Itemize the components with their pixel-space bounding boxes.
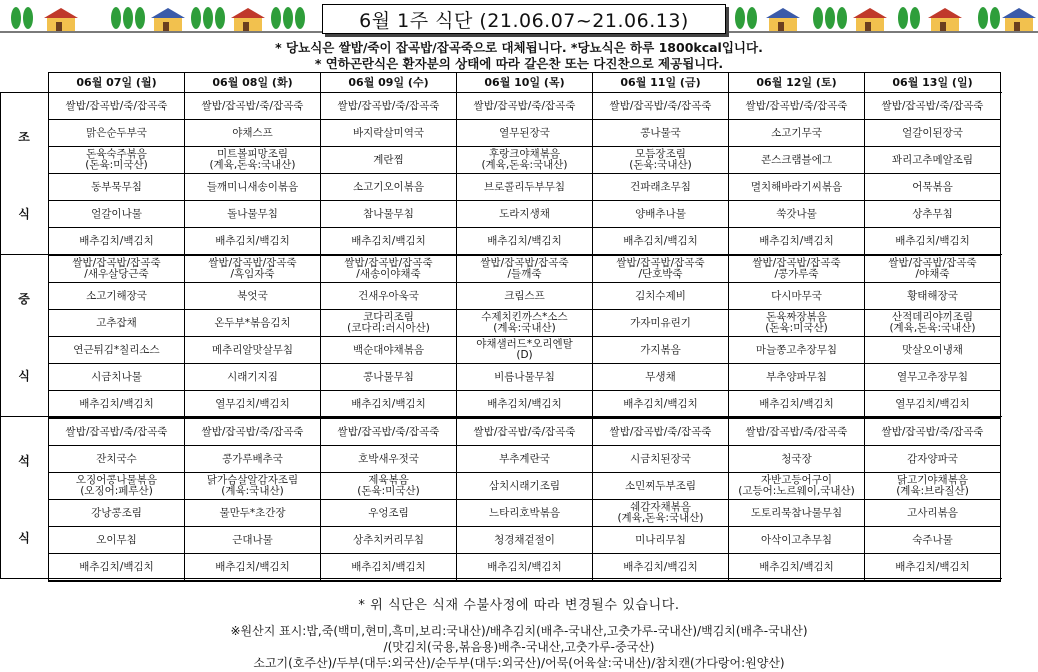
lunch-item: 부추양파무침 [729, 364, 865, 391]
lunch-item: 쌀밥/잡곡밥/잡곡죽 /들깨죽 [457, 255, 593, 283]
lunch-row-2 [49, 310, 1001, 337]
breakfast-item: 얼갈이된장국 [865, 120, 1001, 147]
lunch-item: 산적데리야끼조림 (계육,돈육:국내산) [865, 310, 1001, 337]
breakfast-row-5 [49, 228, 1001, 256]
breakfast-row-4 [49, 201, 1001, 228]
dinner-item: 쌀밥/잡곡밥/죽/잡곡죽 [49, 418, 185, 446]
dinner-item: 쌀밥/잡곡밥/죽/잡곡죽 [457, 418, 593, 446]
day-header-5: 06월 12일 (토) [729, 73, 865, 93]
dinner-item: 도토리묵참나물무침 [729, 500, 865, 527]
decorative-village-right [728, 6, 1038, 32]
ground-line-right [728, 31, 1038, 33]
lunch-item: 다시마무국 [729, 283, 865, 310]
dinner-item: 삼치시래기조림 [457, 473, 593, 500]
dinner-item: 감자양파국 [865, 446, 1001, 473]
day-header-4: 06월 11일 (금) [593, 73, 729, 93]
lunch-row-1 [49, 283, 1001, 310]
dinner-item: 자반고등어구이 (고등어:노르웨이,국내산) [729, 473, 865, 500]
lunch-item: 마늘쫑고추장무침 [729, 337, 865, 364]
breakfast-item: 꽈리고추메알조림 [865, 147, 1001, 174]
breakfast-item: 도라지생채 [457, 201, 593, 228]
dinner-item: 느타리호박볶음 [457, 500, 593, 527]
dinner-row-3 [49, 500, 1001, 527]
dinner-item: 물만두*초간장 [185, 500, 321, 527]
dinner-item: 소민찌두부조림 [593, 473, 729, 500]
dinner-row-5 [49, 554, 1001, 582]
breakfast-item: 소고기무국 [729, 120, 865, 147]
lunch-item: 돈육짜장볶음 (돈육:미국산) [729, 310, 865, 337]
lunch-item: 건새우아욱국 [321, 283, 457, 310]
dinner-label-top: 석 [18, 454, 30, 468]
dinner-item: 배추김치/백김치 [185, 554, 321, 582]
lunch-item: 북엇국 [185, 283, 321, 310]
lunch-item: 온두부*볶음김치 [185, 310, 321, 337]
dinner-row-0 [49, 418, 1001, 446]
dinner-item: 부추계란국 [457, 446, 593, 473]
lunch-item: 맛살오이냉채 [865, 337, 1001, 364]
note-dysphagia: * 연하곤란식은 환자분의 상태에 따라 갈은찬 또는 다진찬으로 제공됩니다. [314, 56, 724, 71]
breakfast-item: 쌀밥/잡곡밥/죽/잡곡죽 [49, 93, 185, 120]
change-notice: * 위 식단은 식재 수불사정에 따라 변경될수 있습니다. [358, 598, 680, 613]
lunch-item: 쌀밥/잡곡밥/잡곡죽 /새송이야채죽 [321, 255, 457, 283]
note-diabetic: * 당뇨식은 쌀밥/죽이 잡곡밥/잡곡죽으로 대체됩니다. *당뇨식은 하루 1800kcal입니다. [275, 40, 763, 55]
lunch-item: 쌀밥/잡곡밥/잡곡죽 /야채죽 [865, 255, 1001, 283]
dinner-item: 쌀밥/잡곡밥/죽/잡곡죽 [185, 418, 321, 446]
dinner-item: 쉐감자채볶음 (계육,돈육:국내산) [593, 500, 729, 527]
day-header-0: 06월 07일 (월) [49, 73, 185, 93]
breakfast-item: 야채스프 [185, 120, 321, 147]
lunch-item: 야채샐러드*오리엔탈 (D) [457, 337, 593, 364]
breakfast-item: 배추김치/백김치 [593, 228, 729, 256]
breakfast-row-1 [49, 120, 1001, 147]
breakfast-item: 쌀밥/잡곡밥/죽/잡곡죽 [185, 93, 321, 120]
breakfast-item: 얼갈이나물 [49, 201, 185, 228]
lunch-label-bottom: 식 [18, 369, 30, 383]
lunch-item: 코다리조림 (코다리:러시아산) [321, 310, 457, 337]
breakfast-item: 배추김치/백김치 [321, 228, 457, 256]
breakfast-item: 들깨미니새송이볶음 [185, 174, 321, 201]
dinner-item: 청경채겉절이 [457, 527, 593, 554]
day-header-2: 06월 09일 (수) [321, 73, 457, 93]
lunch-item: 고추잡채 [49, 310, 185, 337]
breakfast-item: 참나물무침 [321, 201, 457, 228]
dinner-item: 근대나물 [185, 527, 321, 554]
dinner-item: 콩가루배추국 [185, 446, 321, 473]
breakfast-item: 멸치해바라기씨볶음 [729, 174, 865, 201]
weekly-menu-table [48, 72, 1001, 582]
breakfast-item: 모듬장조림 (돈육:국내산) [593, 147, 729, 174]
breakfast-item: 건파래초무침 [593, 174, 729, 201]
breakfast-item: 쑥갓나물 [729, 201, 865, 228]
breakfast-item: 쌀밥/잡곡밥/죽/잡곡죽 [729, 93, 865, 120]
lunch-item: 쌀밥/잡곡밥/잡곡죽 /흑임자죽 [185, 255, 321, 283]
lunch-item: 배추김치/백김치 [49, 391, 185, 419]
breakfast-row-3 [49, 174, 1001, 201]
lunch-item: 배추김치/백김치 [593, 391, 729, 419]
breakfast-item: 바지락살미역국 [321, 120, 457, 147]
lunch-item: 황태해장국 [865, 283, 1001, 310]
lunch-item: 배추김치/백김치 [321, 391, 457, 419]
origin-line-2: /(맛김치(국용,볶음용)배추-국내산,고춧가루-중국산) [383, 640, 655, 654]
origin-line-3: 소고기(호주산)/두부(대두:외국산)/순두부(대두:외국산)/어묵(어육살:국내산)/참치캔(가다랑어:원양산) [253, 656, 785, 670]
day-header-3: 06월 10일 (목) [457, 73, 593, 93]
dinner-item: 쌀밥/잡곡밥/죽/잡곡죽 [593, 418, 729, 446]
breakfast-item: 미트볼피망조림 (계육,돈육:국내산) [185, 147, 321, 174]
breakfast-item: 계란찜 [321, 147, 457, 174]
origin-line-1: ※원산지 표시:밥,죽(백미,현미,흑미,보리:국내산)/배추김치(배추-국내산,고춧가루-국내산)/백김치(배추-국내산) [230, 624, 808, 638]
dinner-item: 아삭이고추무침 [729, 527, 865, 554]
lunch-item: 콩나물무침 [321, 364, 457, 391]
breakfast-item: 콩나물국 [593, 120, 729, 147]
lunch-item: 수제치킨까스*소스 (계육:국내산) [457, 310, 593, 337]
lunch-item: 소고기해장국 [49, 283, 185, 310]
dinner-item: 배추김치/백김치 [321, 554, 457, 582]
dinner-item: 오이무침 [49, 527, 185, 554]
day-header-6: 06월 13일 (일) [865, 73, 1001, 93]
lunch-row-4 [49, 364, 1001, 391]
lunch-item: 쌀밥/잡곡밥/잡곡죽 /단호박죽 [593, 255, 729, 283]
breakfast-item: 배추김치/백김치 [49, 228, 185, 256]
breakfast-item: 배추김치/백김치 [729, 228, 865, 256]
page-title: 6월 1주 식단 (21.06.07~21.06.13) [322, 4, 726, 34]
breakfast-item: 쌀밥/잡곡밥/죽/잡곡죽 [457, 93, 593, 120]
breakfast-label-bottom: 식 [18, 207, 30, 221]
lunch-item: 배추김치/백김치 [729, 391, 865, 419]
lunch-label-top: 중 [18, 292, 30, 306]
breakfast-row-2 [49, 147, 1001, 174]
decorative-village-left [6, 6, 316, 32]
dinner-item: 상추치커리무침 [321, 527, 457, 554]
breakfast-item: 배추김치/백김치 [457, 228, 593, 256]
dinner-item: 고사리볶음 [865, 500, 1001, 527]
dinner-item: 잔치국수 [49, 446, 185, 473]
dinner-item: 배추김치/백김치 [49, 554, 185, 582]
lunch-item: 메추리알맛살무침 [185, 337, 321, 364]
dinner-item: 우엉조림 [321, 500, 457, 527]
dinner-row-4 [49, 527, 1001, 554]
lunch-item: 시금치나물 [49, 364, 185, 391]
dinner-item: 닭고기야채볶음 (계육:브라질산) [865, 473, 1001, 500]
ground-line-left [0, 31, 322, 33]
dinner-item: 시금치된장국 [593, 446, 729, 473]
dinner-label-bottom: 식 [18, 531, 30, 545]
lunch-item: 김치수제비 [593, 283, 729, 310]
lunch-item: 열무고추장무침 [865, 364, 1001, 391]
dinner-item: 쌀밥/잡곡밥/죽/잡곡죽 [865, 418, 1001, 446]
lunch-item: 연근튀김*칠리소스 [49, 337, 185, 364]
lunch-item: 쌀밥/잡곡밥/잡곡죽 /새우살당근죽 [49, 255, 185, 283]
lunch-item: 시래기지짐 [185, 364, 321, 391]
dinner-row-2 [49, 473, 1001, 500]
lunch-item: 가지볶음 [593, 337, 729, 364]
breakfast-item: 배추김치/백김치 [185, 228, 321, 256]
breakfast-item: 어묵볶음 [865, 174, 1001, 201]
lunch-item: 배추김치/백김치 [457, 391, 593, 419]
dinner-item: 배추김치/백김치 [865, 554, 1001, 582]
breakfast-item: 후랑크야채볶음 (계육,돈육:국내산) [457, 147, 593, 174]
breakfast-item: 소고기오이볶음 [321, 174, 457, 201]
lunch-item: 크림스프 [457, 283, 593, 310]
lunch-row-3 [49, 337, 1001, 364]
dinner-item: 숙주나물 [865, 527, 1001, 554]
breakfast-item: 돌나물무침 [185, 201, 321, 228]
dinner-item: 호박새우젓국 [321, 446, 457, 473]
dinner-item: 청국장 [729, 446, 865, 473]
day-header-row [49, 73, 1001, 93]
breakfast-item: 콘스크램블에그 [729, 147, 865, 174]
lunch-item: 무생채 [593, 364, 729, 391]
breakfast-item: 동부묵무침 [49, 174, 185, 201]
lunch-item: 열무김치/백김치 [185, 391, 321, 419]
lunch-item: 쌀밥/잡곡밥/잡곡죽 /콩가루죽 [729, 255, 865, 283]
dinner-item: 쌀밥/잡곡밥/죽/잡곡죽 [321, 418, 457, 446]
dinner-item: 오징어콩나물볶음 (오징어:페루산) [49, 473, 185, 500]
breakfast-label-top: 조 [18, 130, 30, 144]
breakfast-item: 돈육숙주볶음 (돈육:미국산) [49, 147, 185, 174]
breakfast-item: 맑은순두부국 [49, 120, 185, 147]
breakfast-item: 열무된장국 [457, 120, 593, 147]
dinner-item: 미나리무침 [593, 527, 729, 554]
breakfast-item: 쌀밥/잡곡밥/죽/잡곡죽 [593, 93, 729, 120]
dinner-item: 쌀밥/잡곡밥/죽/잡곡죽 [729, 418, 865, 446]
dinner-row-1 [49, 446, 1001, 473]
dinner-item: 제육볶음 (돈육:미국산) [321, 473, 457, 500]
dinner-item: 배추김치/백김치 [593, 554, 729, 582]
dinner-item: 닭가슴살알감자조림 (계육:국내산) [185, 473, 321, 500]
breakfast-item: 배추김치/백김치 [865, 228, 1001, 256]
breakfast-item: 브로콜리두부무침 [457, 174, 593, 201]
breakfast-item: 양배추나물 [593, 201, 729, 228]
breakfast-row-0 [49, 93, 1001, 120]
day-header-1: 06월 08일 (화) [185, 73, 321, 93]
breakfast-item: 쌀밥/잡곡밥/죽/잡곡죽 [321, 93, 457, 120]
lunch-row-5 [49, 391, 1001, 419]
breakfast-item: 상추무침 [865, 201, 1001, 228]
dinner-item: 배추김치/백김치 [457, 554, 593, 582]
lunch-item: 백순대야채볶음 [321, 337, 457, 364]
dinner-item: 강낭콩조림 [49, 500, 185, 527]
lunch-item: 비름나물무침 [457, 364, 593, 391]
lunch-item: 가자미유린기 [593, 310, 729, 337]
breakfast-item: 쌀밥/잡곡밥/죽/잡곡죽 [865, 93, 1001, 120]
dinner-item: 배추김치/백김치 [729, 554, 865, 582]
lunch-item: 열무김치/백김치 [865, 391, 1001, 419]
lunch-row-0 [49, 255, 1001, 283]
